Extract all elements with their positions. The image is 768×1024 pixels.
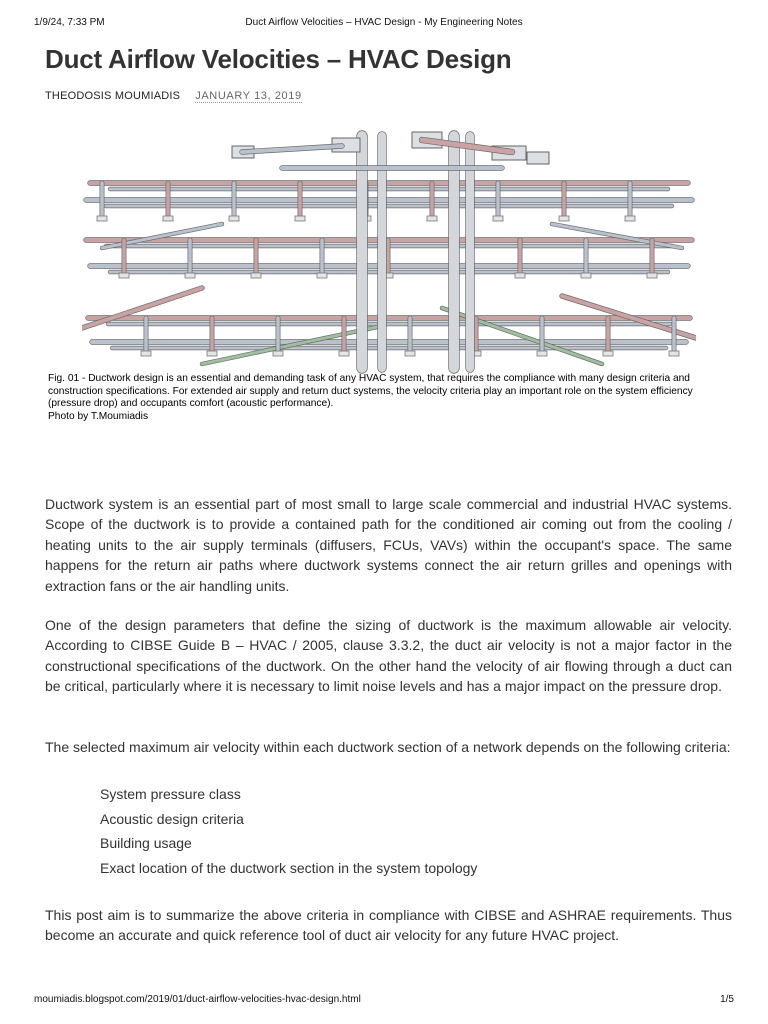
print-header bbox=[34, 17, 734, 31]
print-footer bbox=[34, 994, 734, 1008]
criteria-intro-paragraph: The selected maximum air velocity within each ductwork section of a network depends on the following criteria: bbox=[45, 739, 731, 755]
print-datetime: 1/9/24, 7:33 PM bbox=[34, 17, 105, 28]
caption-credit: Photo by T.Moumiadis bbox=[48, 410, 149, 422]
summary-paragraph: This post aim is to summarize the above criteria in compliance with CIBSE and ASHRAE requirements. Thus become an accurate and quick reference tool of duct air velocity for any future HVAC project. bbox=[45, 907, 732, 944]
print-page-title: Duct Airflow Velocities – HVAC Design - My Engineering Notes bbox=[245, 17, 523, 28]
post-meta bbox=[45, 90, 302, 102]
caption-text: Fig. 01 - Ductwork design is an essential and demanding task of any HVAC system, that requires the compliance with many design criteria and construction specifications. For extended air supply and return duct systems, the velocity criteria play an important role on the system efficiency (pressure drop) and occupants comfort (acoustic performance). bbox=[48, 373, 693, 409]
criteria-item: Building usage bbox=[100, 835, 192, 852]
print-url: moumiadis.blogspot.com/2019/01/duct-airflow-velocities-hvac-design.html bbox=[34, 994, 361, 1005]
print-page-number: 1/5 bbox=[720, 994, 734, 1005]
criteria-list bbox=[100, 784, 477, 883]
intro-paragraph: Ductwork system is an essential part of most small to large scale commercial and industrial HVAC systems. Scope of the ductwork is to provide a contained path for the conditioned air coming out from the cooling / heating units to the air supply terminals (diffusers, FCUs, VAVs) within the occupant's space. The same happens for the return air paths where ductwork systems connect the air return grilles and openings with extraction fans or the air handling units. bbox=[45, 496, 732, 594]
ductwork-figure bbox=[82, 128, 696, 374]
post-author[interactable]: THEODOSIS MOUMIADIS bbox=[45, 90, 181, 102]
figure-caption bbox=[48, 373, 738, 423]
criteria-item: Exact location of the ductwork section in the system topology bbox=[100, 860, 478, 877]
design-parameters-paragraph: One of the design parameters that define the sizing of ductwork is the maximum allowable air velocity. According to CIBSE Guide B – HVAC / 2005, clause 3.3.2, the duct air velocity is not a major factor in the constructional specifications of the ductwork. On the other hand the velocity of air flowing through a duct can be critical, particularly where it is necessary to limit noise levels and has a major impact on the pressure drop. bbox=[45, 617, 732, 695]
post-date: JANUARY 13, 2019 bbox=[195, 90, 302, 102]
ductwork-3d-illustration bbox=[82, 128, 696, 374]
criteria-item: System pressure class bbox=[100, 786, 241, 802]
criteria-item: Acoustic design criteria bbox=[100, 810, 244, 827]
post-title: Duct Airflow Velocities – HVAC Design bbox=[45, 44, 512, 74]
